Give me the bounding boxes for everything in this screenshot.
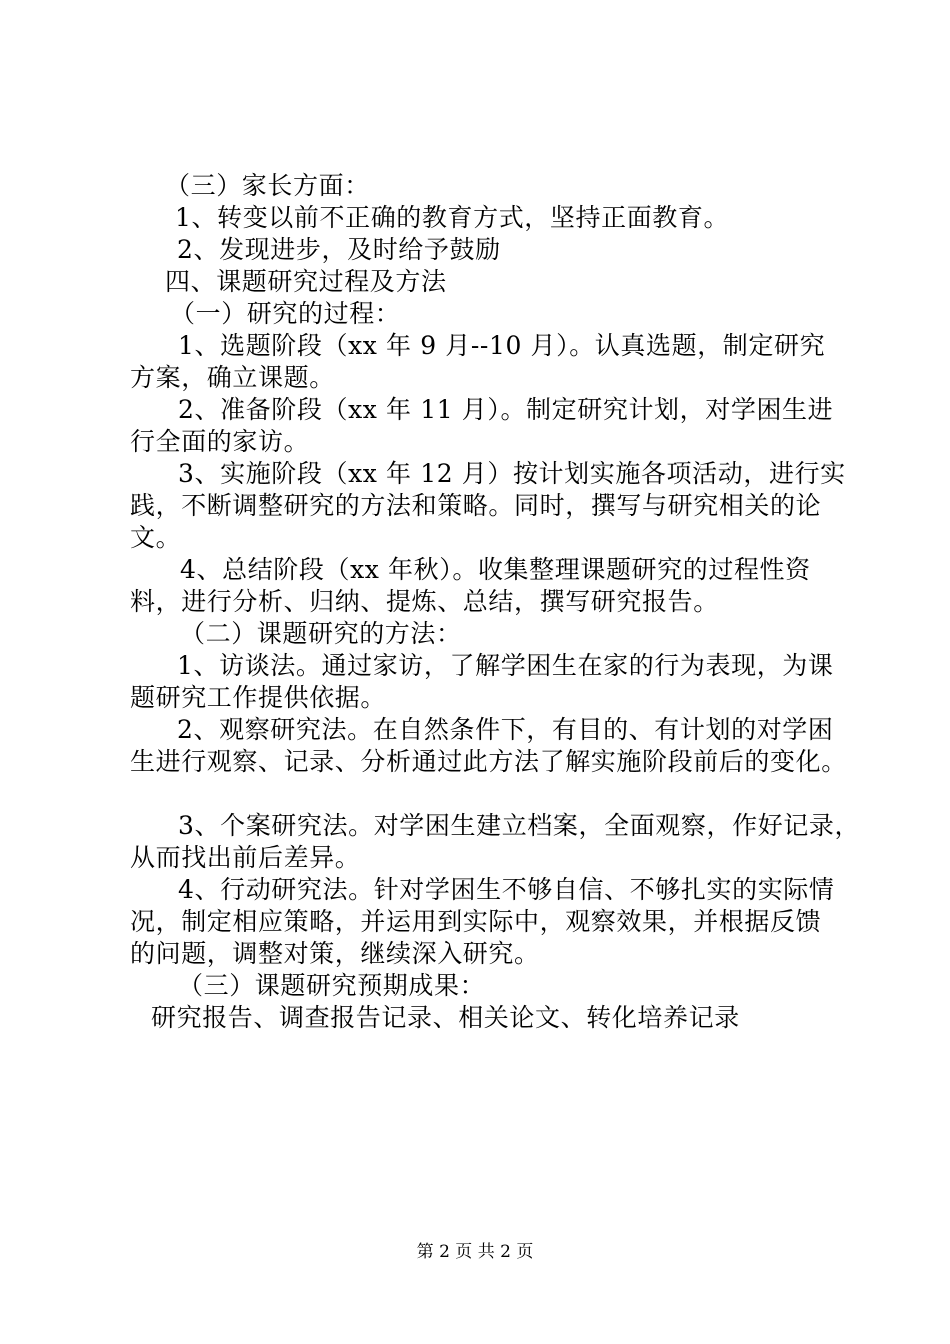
- paragraph-line: 方案，确立课题。: [130, 363, 335, 392]
- paragraph-line: 料，进行分析、归纳、提炼、总结，撰写研究报告。: [130, 587, 719, 616]
- document-body: [130, 170, 861, 1034]
- paragraph-line: 从而找出前后差异。: [130, 843, 361, 872]
- section-heading-parents: （三）家长方面：: [165, 171, 370, 200]
- paragraph-line: 行全面的家访。: [130, 427, 310, 456]
- paragraph-line: 1、访谈法。通过家访，了解学困生在家的行为表现，为课: [177, 651, 834, 680]
- paragraph-line: 题研究工作提供依据。: [130, 683, 387, 712]
- paragraph-line: 况，制定相应策略，并运用到实际中，观察效果，并根据反馈: [130, 907, 822, 936]
- paragraph-line: 生进行观察、记录、分析通过此方法了解实施阶段前后的变化。: [130, 747, 847, 776]
- paragraph-line: 文。: [130, 523, 182, 552]
- blank-line: [130, 778, 830, 810]
- paragraph-line: 1、选题阶段（xx 年 9 月--10 月）。认真选题，制定研究: [178, 331, 826, 360]
- subsection-heading-process: （一）研究的过程：: [170, 299, 401, 328]
- paragraph-line: 研究报告、调查报告记录、相关论文、转化培养记录: [151, 1003, 740, 1032]
- paragraph-line: 2、观察研究法。在自然条件下，有目的、有计划的对学困: [177, 715, 834, 744]
- subsection-heading-outcomes: （三）课题研究预期成果：: [178, 971, 486, 1000]
- subsection-heading-methods: （二）课题研究的方法：: [180, 619, 462, 648]
- paragraph-line: 3、实施阶段（xx 年 12 月）按计划实施各项活动，进行实: [178, 459, 846, 488]
- section-heading-process: 四、课题研究过程及方法: [165, 267, 447, 296]
- paragraph-line: 1、转变以前不正确的教育方式，坚持正面教育。: [175, 203, 730, 232]
- paragraph-line: 4、总结阶段（xx 年秋）。收集整理课题研究的过程性资: [180, 555, 811, 584]
- paragraph-line: 的问题，调整对策，继续深入研究。: [130, 939, 540, 968]
- page-footer: 第 2 页 共 2 页: [416, 1242, 534, 1262]
- paragraph-line: 践，不断调整研究的方法和策略。同时，撰写与研究相关的论: [130, 491, 822, 520]
- paragraph-line: 2、发现进步，及时给予鼓励: [177, 235, 501, 264]
- paragraph-line: 4、行动研究法。针对学困生不够自信、不够扎实的实际情: [178, 875, 835, 904]
- paragraph-line: 2、准备阶段（xx 年 11 月）。制定研究计划，对学困生进: [178, 395, 834, 424]
- paragraph-line: 3、个案研究法。对学困生建立档案，全面观察，作好记录，: [178, 811, 861, 840]
